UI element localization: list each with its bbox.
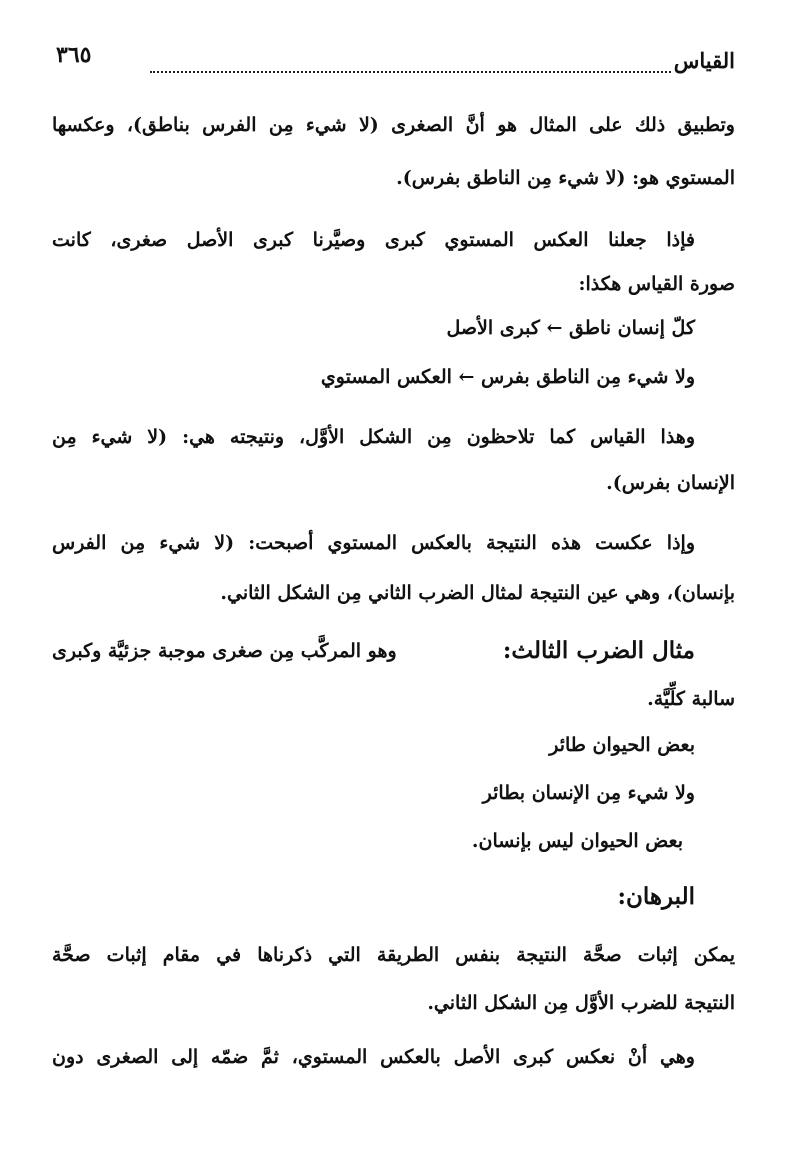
paragraph-line: وهي أنْ نعكس كبرى الأصل بالعكس المستوي، ثمَّ ضمّه إلى الصغرى دون: [52, 1046, 695, 1068]
paragraph-line: فإذا جعلنا العكس المستوي كبرى وصيَّرنا كبرى الأصل صغرى، كانت: [52, 229, 695, 251]
running-title: القياس: [668, 48, 735, 73]
paragraph-line: الإنسان بفرس).: [606, 472, 735, 494]
paragraph-line: النتيجة للضرب الأوَّل مِن الشكل الثاني.: [427, 992, 735, 1014]
paragraph-line: وهذا القياس كما تلاحظون مِن الشكل الأوَّل، ونتيجته هي: (لا شيء مِن: [52, 426, 695, 448]
leader-dots: [150, 71, 671, 73]
paragraph-line: سالبة كلِّيَّة.: [647, 688, 735, 710]
example-heading-line: [52, 638, 695, 664]
paragraph-line: وإذا عكست هذه النتيجة بالعكس المستوي أصبحت: (لا شيء مِن الفرس: [52, 532, 695, 554]
example-heading: مثال الضرب الثالث:: [502, 637, 695, 664]
paragraph-line: يمكن إثبات صحَّة النتيجة بنفس الطريقة التي ذكرناها في مقام إثبات صحَّة: [52, 944, 735, 966]
paragraph-line: بإنسان)، وهي عين النتيجة لمثال الضرب الثاني مِن الشكل الثاني.: [220, 582, 735, 604]
example-heading-text: وهو المركَّب مِن صغرى موجبة جزئيَّة وكبرى: [52, 640, 397, 662]
paragraph-line: صورة القياس هكذا:: [578, 273, 735, 295]
syllogism-premise: بعض الحيوان طائر: [549, 734, 695, 756]
syllogism-conclusion: بعض الحيوان ليس بإنسان.: [471, 830, 683, 852]
running-header: [52, 40, 735, 80]
paragraph-line: المستوي هو: (لا شيء مِن الناطق بفرس).: [396, 167, 735, 189]
syllogism-premise: كلّ إنسان ناطق ← كبرى الأصل: [446, 317, 695, 339]
paragraph-line: وتطبيق ذلك على المثال هو أنَّ الصغرى (لا شيء مِن الفرس بناطق)، وعكسها: [52, 114, 735, 136]
section-heading: البرهان:: [617, 883, 695, 910]
syllogism-premise: ولا شيء مِن الناطق بفرس ← العكس المستوي: [320, 366, 695, 388]
syllogism-premise: ولا شيء مِن الإنسان بطائر: [482, 782, 695, 804]
page-number: ٣٦٥: [56, 42, 92, 68]
